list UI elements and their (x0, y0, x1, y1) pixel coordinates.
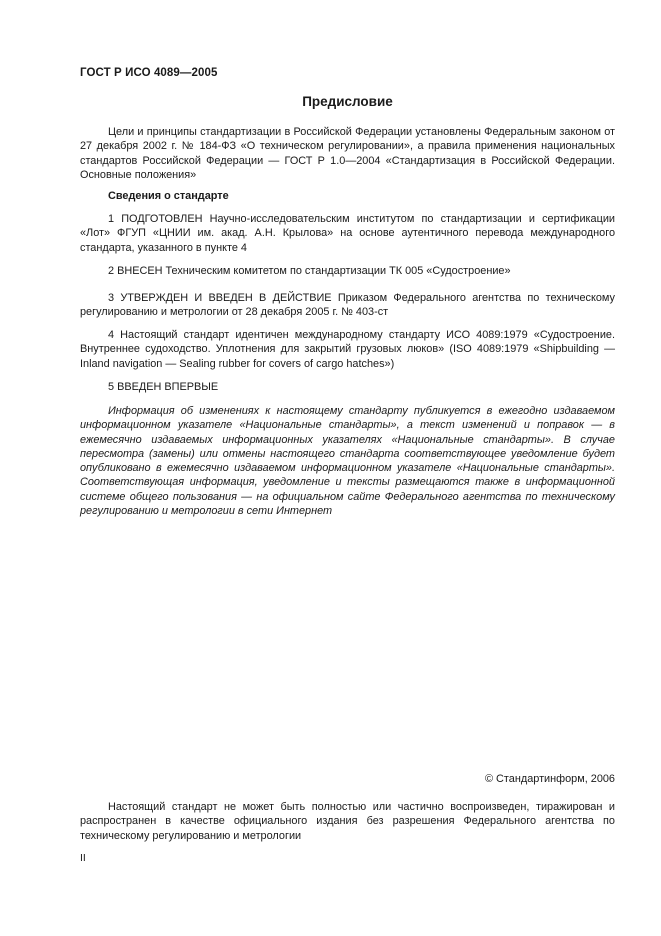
document-code: ГОСТ Р ИСО 4089—2005 (80, 67, 218, 79)
info-item-3: 3 УТВЕРЖДЕН И ВВЕДЕН В ДЕЙСТВИЕ Приказом Федерального агентства по техническому регулированию и метрологии от 28 декабря 2005 г. № 403-ст (80, 292, 615, 319)
info-item-2: 2 ВНЕСЕН Техническим комитетом по стандартизации ТК 005 «Судостроение» (108, 265, 511, 277)
page-title: Предисловие (302, 94, 393, 109)
copyright-line: © Стандартинформ, 2006 (484, 773, 615, 785)
intro-paragraph: Цели и принципы стандартизации в Российской Федерации установлены Федеральным законом от 27 декабря 2002 г. № 184-ФЗ «О техническом регулировании», а правила применения национальных стандартов Российской Федерации — ГОСТ Р 1.0—2004 «Стандартизация в Российской Федерации. Основные положения» (80, 126, 615, 181)
section-heading: Сведения о стандарте (108, 190, 229, 202)
page-number: II (80, 852, 86, 864)
info-item-5: 5 ВВЕДЕН ВПЕРВЫЕ (108, 381, 219, 393)
info-item-4: 4 Настоящий стандарт идентичен международному стандарту ИСО 4089:1979 «Судостроение. Внутреннее судоходство. Уплотнения для закрытий грузовых люков» (ISO 4089:1979 «Shipbuilding — Inland navigation — Sealing rubber for covers of cargo hatches») (80, 329, 615, 370)
info-item-1: 1 ПОДГОТОВЛЕН Научно-исследовательским институтом по стандартизации и сертификации «Лот» ФГУП «ЦНИИ им. акад. А.Н. Крылова» на основе аутентичного перевода международного стандарта, указанного в пункте 4 (80, 213, 615, 254)
rights-notice: Настоящий стандарт не может быть полностью или частично воспроизведен, тиражирован и распространен в качестве официального издания без разрешения Федерального агентства по техническому регулированию и метрологии (80, 801, 615, 842)
amendments-notice: Информация об изменениях к настоящему стандарту публикуется в ежегодно издаваемом информационном указателе «Национальные стандарты», а текст изменений и поправок — в ежемесячно издаваемых информационных указателях «Национальные стандарты». В случае пересмотра (замены) или отмены настоящего стандарта соответствующее уведомление будет опубликовано в ежемесячно издаваемом информационном указателе «Национальные стандарты». Соответствующая информация, уведомление и тексты размещаются также в информационной системе общего пользования — на официальном сайте Федерального агентства по техническому регулированию и метрологии в сети Интернет (80, 405, 615, 518)
